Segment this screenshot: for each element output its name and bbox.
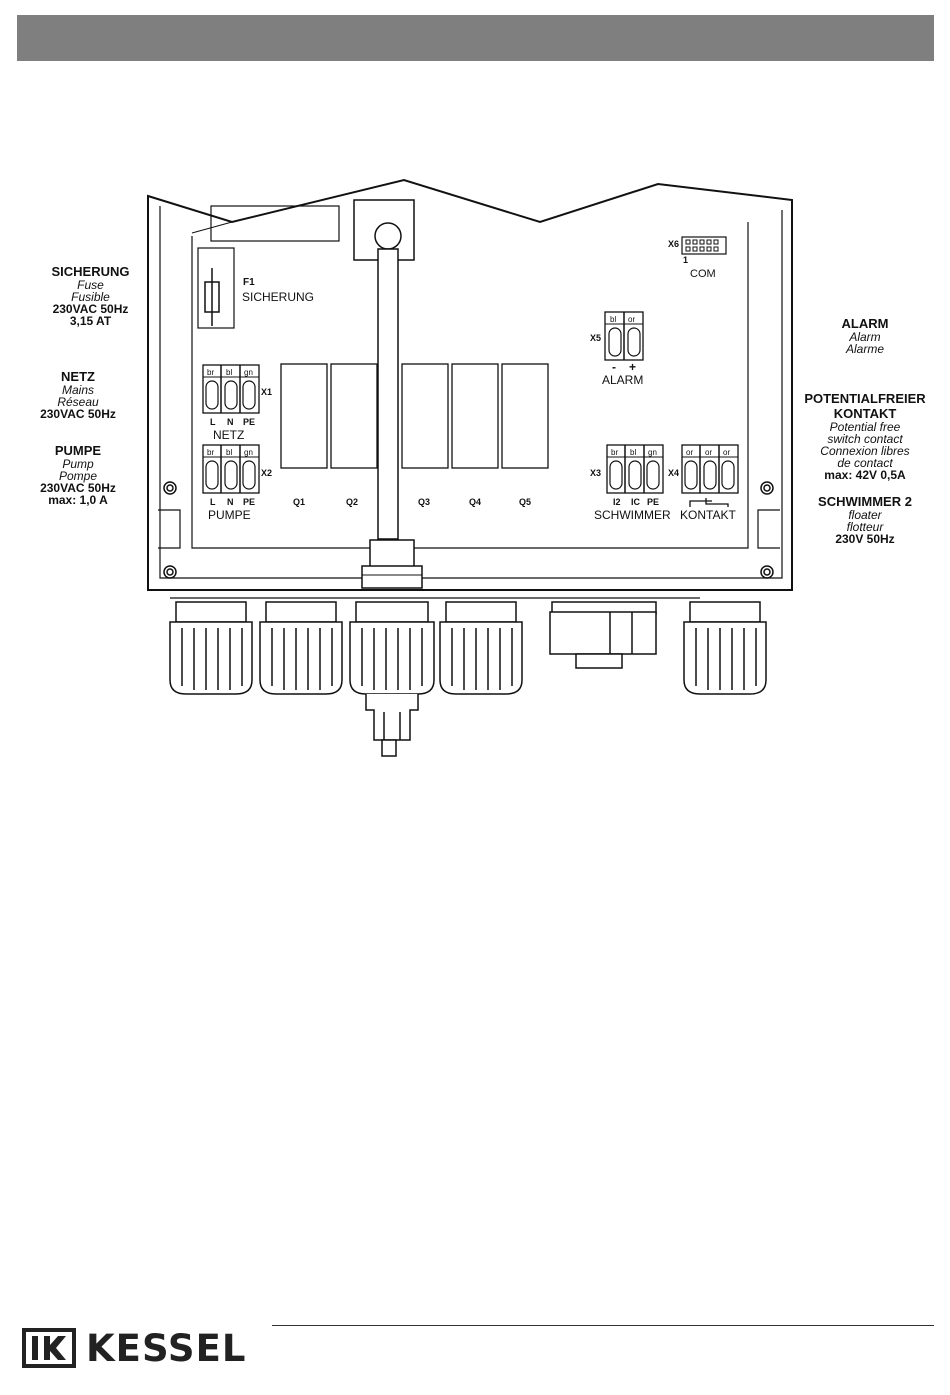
kontakt-id: X4 xyxy=(668,468,680,478)
pumpe-pin-n: N xyxy=(227,497,234,507)
netz-pin-l: L xyxy=(210,417,216,427)
alarm-label: ALARM xyxy=(602,373,644,387)
label-potentialfreier-kontakt: POTENTIALFREIER KONTAKT Potential free switch contact Connexion libres de contact max: 42V 0,5A xyxy=(804,391,926,482)
cable-strain-relief xyxy=(370,540,414,568)
netz-id: X1 xyxy=(261,387,273,397)
com-label: COM xyxy=(690,268,716,280)
relay-q2-label: Q2 xyxy=(346,497,359,507)
schwimmer-wire-bl: bl xyxy=(630,448,637,457)
pumpe-pin-l: L xyxy=(210,497,216,507)
cable-gland-2 xyxy=(260,602,342,694)
kessel-logo-icon xyxy=(22,1328,76,1368)
label-netz: NETZ Mains Réseau 230VAC 50Hz xyxy=(40,369,116,421)
schwimmer-id: X3 xyxy=(590,468,602,478)
netz-wire-bl: bl xyxy=(226,368,233,377)
kontakt-wire-3: or xyxy=(723,448,731,457)
connector-plug xyxy=(550,602,656,668)
schwimmer-pin-i2: I2 xyxy=(613,497,621,507)
netz-wire-gn: gn xyxy=(244,368,253,377)
pumpe-wire-br: br xyxy=(207,448,215,457)
pumpe-wire-bl: bl xyxy=(226,448,233,457)
fuse-holder xyxy=(198,248,234,328)
alarm-id: X5 xyxy=(590,333,602,343)
cable-gland-1 xyxy=(170,602,252,694)
relay-q5 xyxy=(502,364,548,468)
schwimmer-wire-br: br xyxy=(611,448,619,457)
relay-q4-label: Q4 xyxy=(469,497,482,507)
relay-q1-label: Q1 xyxy=(293,497,306,507)
com-pin-1: 1 xyxy=(683,255,689,265)
alarm-wire-2: or xyxy=(628,315,636,324)
footer-rule xyxy=(272,1325,934,1326)
cable-gland-4 xyxy=(440,602,522,694)
pumpe-label: PUMPE xyxy=(208,508,251,522)
pumpe-wire-gn: gn xyxy=(244,448,253,457)
label-alarm: ALARM Alarm Alarme xyxy=(841,316,889,356)
switch-contact-icon xyxy=(690,498,728,507)
relay-q2 xyxy=(331,364,377,468)
brand-name: KESSEL xyxy=(86,1326,247,1370)
schwimmer-pin-pe: PE xyxy=(647,497,660,507)
alarm-wire-1: bl xyxy=(610,315,617,324)
kontakt-wire-1: or xyxy=(686,448,694,457)
kontakt-label: KONTAKT xyxy=(680,508,736,522)
com-id: X6 xyxy=(668,239,680,249)
cable xyxy=(378,249,398,539)
relay-q5-label: Q5 xyxy=(519,497,532,507)
alarm-pin-plus: + xyxy=(629,360,637,374)
label-schwimmer-2: SCHWIMMER 2 floater flotteur 230V 50Hz xyxy=(818,494,912,546)
schwimmer-wire-gn: gn xyxy=(648,448,657,457)
pumpe-pin-pe: PE xyxy=(243,497,256,507)
kontakt-wire-2: or xyxy=(705,448,713,457)
schwimmer-pin-ic: IC xyxy=(631,497,640,507)
kessel-logo xyxy=(22,1328,246,1368)
netz-label: NETZ xyxy=(213,428,245,442)
relay-q4 xyxy=(452,364,498,468)
netz-pin-n: N xyxy=(227,417,234,427)
relay-q3-label: Q3 xyxy=(418,497,431,507)
fuse-label: SICHERUNG xyxy=(242,290,315,304)
relay-q3 xyxy=(402,364,448,468)
cable-gland-5 xyxy=(684,602,766,694)
schwimmer-label: SCHWIMMER xyxy=(594,508,671,522)
label-pumpe: PUMPE Pump Pompe 230VAC 50Hz max: 1,0 A xyxy=(40,443,116,507)
com-pins xyxy=(686,240,718,251)
alarm-pin-minus: - xyxy=(612,360,616,374)
fuse-id: F1 xyxy=(243,277,255,288)
netz-pin-pe: PE xyxy=(243,417,256,427)
relay-q1 xyxy=(281,364,327,468)
cable-gland-3 xyxy=(350,602,434,756)
pumpe-id: X2 xyxy=(261,468,273,478)
netz-wire-br: br xyxy=(207,368,215,377)
label-sicherung: SICHERUNG Fuse Fusible 230VAC 50Hz 3,15 AT xyxy=(51,264,130,328)
